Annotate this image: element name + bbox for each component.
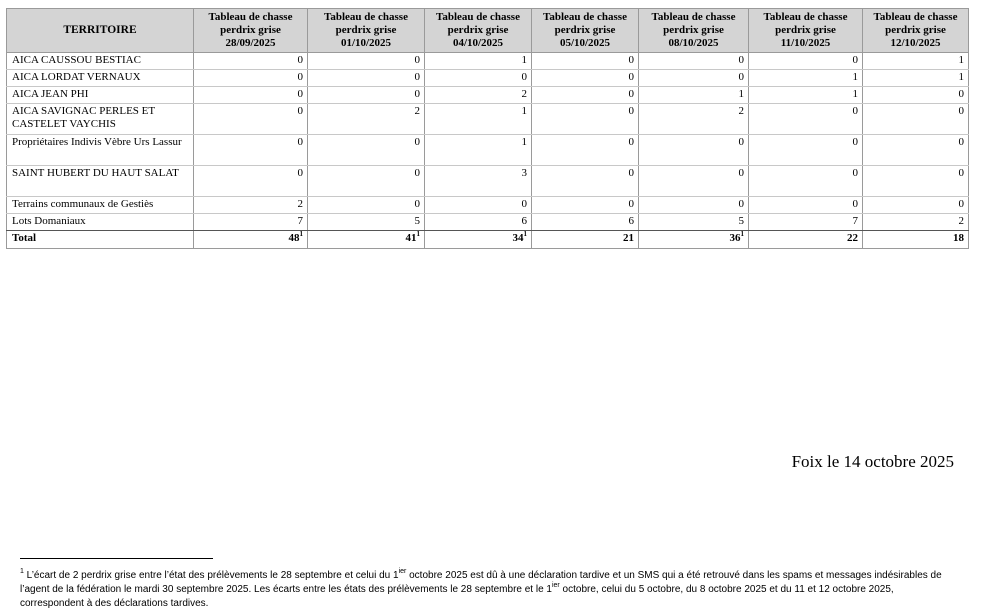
- cell-value: 0: [532, 197, 639, 214]
- territory-name: AICA SAVIGNAC PERLES ET CASTELET VAYCHIS: [7, 104, 194, 135]
- cell-value: 6: [532, 214, 639, 231]
- cell-value: 0: [194, 70, 308, 87]
- cell-value: 3: [425, 166, 532, 197]
- footnote-sup: ier: [551, 582, 560, 589]
- table-row: [7, 104, 969, 135]
- cell-value: 0: [194, 135, 308, 166]
- cell-value: 1: [749, 70, 863, 87]
- total-number: 48: [288, 232, 300, 244]
- cell-value: 0: [639, 197, 749, 214]
- cell-value: 0: [532, 135, 639, 166]
- table-row: [7, 135, 969, 166]
- cell-value: 0: [749, 197, 863, 214]
- table-row: [7, 53, 969, 70]
- cell-value: 0: [532, 166, 639, 197]
- total-number: 21: [623, 232, 634, 244]
- total-value: [749, 231, 863, 249]
- column-header: Tableau de chasse perdrix grise 01/10/2025: [308, 9, 425, 53]
- hunting-table: [6, 8, 969, 249]
- total-value: [863, 231, 969, 249]
- cell-value: 5: [639, 214, 749, 231]
- cell-value: 2: [863, 214, 969, 231]
- total-label: Total: [7, 231, 194, 249]
- footnote-reference: 1: [299, 230, 303, 238]
- total-value: [639, 231, 749, 249]
- cell-value: 1: [425, 53, 532, 70]
- cell-value: 0: [308, 135, 425, 166]
- column-header: Tableau de chasse perdrix grise 04/10/2025: [425, 9, 532, 53]
- cell-value: 0: [863, 197, 969, 214]
- cell-value: 0: [308, 197, 425, 214]
- cell-value: 0: [863, 87, 969, 104]
- footnote-sup: ier: [398, 568, 407, 575]
- cell-value: 1: [425, 135, 532, 166]
- cell-value: 0: [308, 70, 425, 87]
- footnote-reference: 1: [740, 230, 744, 238]
- cell-value: 0: [308, 53, 425, 70]
- cell-value: 5: [308, 214, 425, 231]
- cell-value: 0: [308, 166, 425, 197]
- total-number: 18: [953, 232, 964, 244]
- total-value: [532, 231, 639, 249]
- cell-value: 0: [863, 104, 969, 135]
- cell-value: 0: [749, 104, 863, 135]
- footnote-reference: 1: [416, 230, 420, 238]
- territory-name: Propriétaires Indivis Vèbre Urs Lassur: [7, 135, 194, 166]
- cell-value: 0: [425, 70, 532, 87]
- footnote-text: octobre, celui du 5 octobre, du 8 octobre 2025 et du 11 et 12 octobre 2025, correspondent à des déclarations tardives.: [20, 584, 894, 609]
- column-header: Tableau de chasse perdrix grise 12/10/2025: [863, 9, 969, 53]
- cell-value: 7: [749, 214, 863, 231]
- territory-name: Terrains communaux de Gestiès: [7, 197, 194, 214]
- column-header: Tableau de chasse perdrix grise 28/09/2025: [194, 9, 308, 53]
- cell-value: 0: [639, 53, 749, 70]
- cell-value: 0: [425, 197, 532, 214]
- cell-value: 1: [425, 104, 532, 135]
- total-value: [425, 231, 532, 249]
- total-row: [7, 231, 969, 249]
- cell-value: 0: [749, 53, 863, 70]
- territory-name: AICA LORDAT VERNAUX: [7, 70, 194, 87]
- territory-name: SAINT HUBERT DU HAUT SALAT: [7, 166, 194, 197]
- cell-value: 0: [308, 87, 425, 104]
- cell-value: 0: [532, 104, 639, 135]
- cell-value: 7: [194, 214, 308, 231]
- cell-value: 1: [749, 87, 863, 104]
- cell-value: 0: [639, 166, 749, 197]
- cell-value: 0: [863, 166, 969, 197]
- table-row: [7, 70, 969, 87]
- total-number: 34: [512, 232, 524, 244]
- footnote-mark: 1: [20, 568, 24, 575]
- cell-value: 0: [194, 87, 308, 104]
- cell-value: 0: [194, 104, 308, 135]
- total-number: 22: [847, 232, 858, 244]
- footnote: [20, 569, 960, 611]
- column-header: Tableau de chasse perdrix grise 11/10/2025: [749, 9, 863, 53]
- cell-value: 6: [425, 214, 532, 231]
- cell-value: 0: [532, 53, 639, 70]
- signature-date: Foix le 14 octobre 2025: [791, 452, 954, 471]
- cell-value: 0: [532, 70, 639, 87]
- cell-value: 0: [749, 166, 863, 197]
- cell-value: 0: [194, 53, 308, 70]
- territory-name: Lots Domaniaux: [7, 214, 194, 231]
- column-header: Tableau de chasse perdrix grise 08/10/2025: [639, 9, 749, 53]
- cell-value: 1: [863, 70, 969, 87]
- cell-value: 2: [308, 104, 425, 135]
- table-body: [7, 53, 969, 249]
- table-row: [7, 166, 969, 197]
- footnote-text: L’écart de 2 perdrix grise entre l’état des prélèvements le 28 septembre et celui du 1: [23, 570, 399, 581]
- territory-name: AICA JEAN PHI: [7, 87, 194, 104]
- footnote-text: octobre 2025 est dû à une déclaration tardive et un SMS qui a été retrouvé dans les spams et messages indésirables de l’agent de la fédération le mardi 30 septembre 2025. Les écarts entre les états des prélèvements le 28 septembre et le 1: [20, 570, 942, 595]
- total-number: 36: [729, 232, 741, 244]
- cell-value: 2: [639, 104, 749, 135]
- total-number: 41: [405, 232, 417, 244]
- cell-value: 0: [639, 135, 749, 166]
- table-row: [7, 197, 969, 214]
- column-header: TERRITOIRE: [7, 9, 194, 53]
- cell-value: 0: [194, 166, 308, 197]
- table-row: [7, 214, 969, 231]
- cell-value: 0: [639, 70, 749, 87]
- cell-value: 0: [749, 135, 863, 166]
- cell-value: 2: [194, 197, 308, 214]
- territory-name: AICA CAUSSOU BESTIAC: [7, 53, 194, 70]
- column-header: Tableau de chasse perdrix grise 05/10/2025: [532, 9, 639, 53]
- cell-value: 0: [532, 87, 639, 104]
- total-value: [194, 231, 308, 249]
- cell-value: 2: [425, 87, 532, 104]
- footnote-reference: 1: [523, 230, 527, 238]
- cell-value: 1: [639, 87, 749, 104]
- total-value: [308, 231, 425, 249]
- table-header: [7, 9, 969, 53]
- footnote-separator: [20, 558, 213, 559]
- cell-value: 0: [863, 135, 969, 166]
- cell-value: 1: [863, 53, 969, 70]
- table-row: [7, 87, 969, 104]
